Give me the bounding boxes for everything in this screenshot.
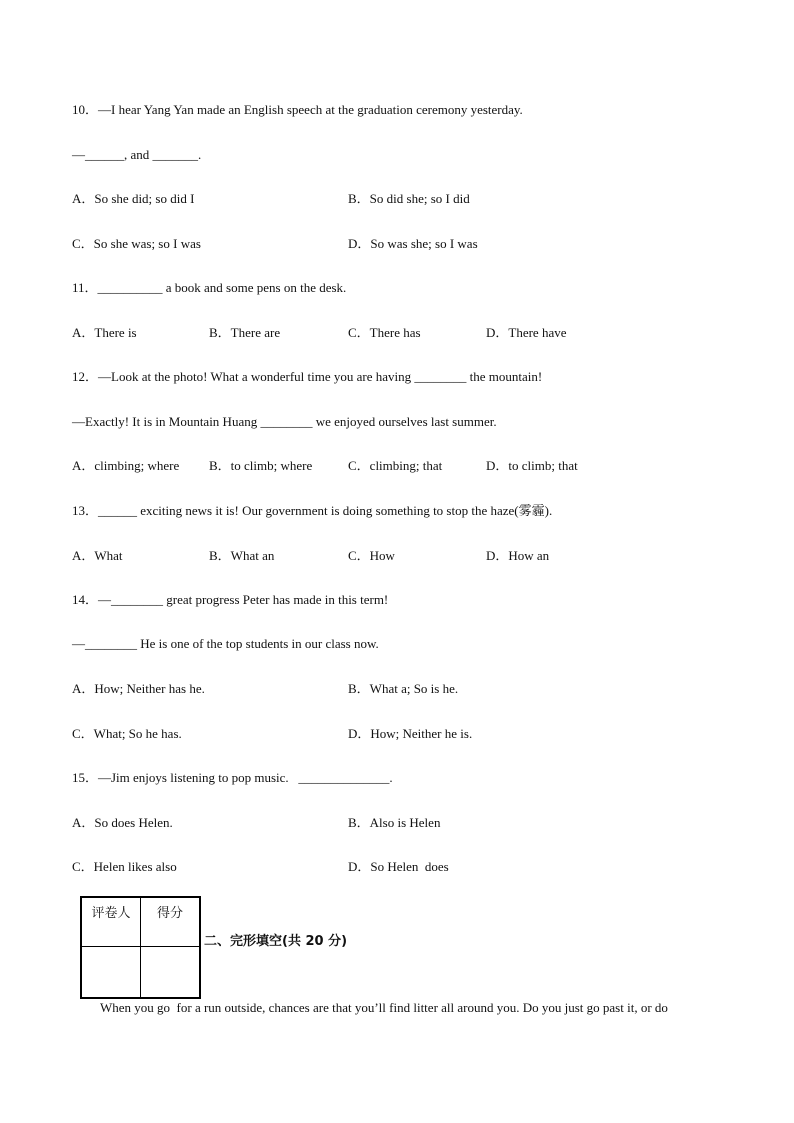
question-13-option-a: A．What — [72, 548, 123, 563]
question-15-option-c: C．Helen likes also — [72, 859, 177, 874]
question-14-stem: 14．—________ great progress Peter has made in this term! — [72, 592, 389, 607]
question-11-stem: 11．__________ a book and some pens on the desk. — [72, 280, 347, 295]
question-12-stem-line2: —Exactly! It is in Mountain Huang ________ we enjoyed ourselves last summer. — [72, 414, 497, 429]
question-12-option-d: D．to climb; that — [486, 458, 578, 473]
question-10-option-c: C．So she was; so I was — [72, 236, 201, 251]
question-15-option-b: B．Also is Helen — [348, 815, 441, 830]
score-cell — [141, 947, 201, 999]
question-10-stem-line2: —______, and _______. — [72, 147, 202, 162]
score-label: 得分 — [141, 897, 201, 947]
question-14-option-d: D．How; Neither he is. — [348, 726, 473, 741]
question-14-option-a: A．How; Neither has he. — [72, 681, 205, 696]
question-11-option-a: A．There is — [72, 325, 137, 340]
question-11-option-d: D．There have — [486, 325, 567, 340]
question-15-option-d: D．So Helen does — [348, 859, 449, 874]
question-10-option-b: B．So did she; so I did — [348, 191, 470, 206]
question-10-option-d: D．So was she; so I was — [348, 236, 478, 251]
question-12-option-b: B．to climb; where — [209, 458, 313, 473]
section-title: 二、完形填空(共 20 分) — [204, 934, 348, 949]
question-13-stem: 13．______ exciting news it is! Our government is doing something to stop the haze(雾霾). — [72, 503, 553, 518]
question-13-option-c: C．How — [348, 548, 395, 563]
question-11-option-b: B．There are — [209, 325, 281, 340]
passage-text: When you go for a run outside, chances are that you’ll find litter all around you. Do you just go past it, or do — [100, 1000, 668, 1015]
question-14-option-b: B．What a; So is he. — [348, 681, 459, 696]
question-15-option-a: A．So does Helen. — [72, 815, 173, 830]
question-14-option-c: C．What; So he has. — [72, 726, 182, 741]
question-12-stem: 12．—Look at the photo! What a wonderful time you are having ________ the mountain! — [72, 369, 543, 384]
question-15-stem: 15．—Jim enjoys listening to pop music. ______________. — [72, 770, 393, 785]
question-14-stem-line2: —________ He is one of the top students in our class now. — [72, 636, 379, 651]
question-11-option-c: C．There has — [348, 325, 421, 340]
grader-cell — [81, 947, 141, 999]
grader-label: 评卷人 — [81, 897, 141, 947]
question-12-option-c: C．climbing; that — [348, 458, 443, 473]
question-10-option-a: A．So she did; so did I — [72, 191, 195, 206]
question-12-option-a: A．climbing; where — [72, 458, 180, 473]
question-10-stem: 10．—I hear Yang Yan made an English speech at the graduation ceremony yesterday. — [72, 102, 523, 117]
score-table — [80, 896, 201, 999]
question-13-option-b: B．What an — [209, 548, 275, 563]
question-13-option-d: D．How an — [486, 548, 550, 563]
